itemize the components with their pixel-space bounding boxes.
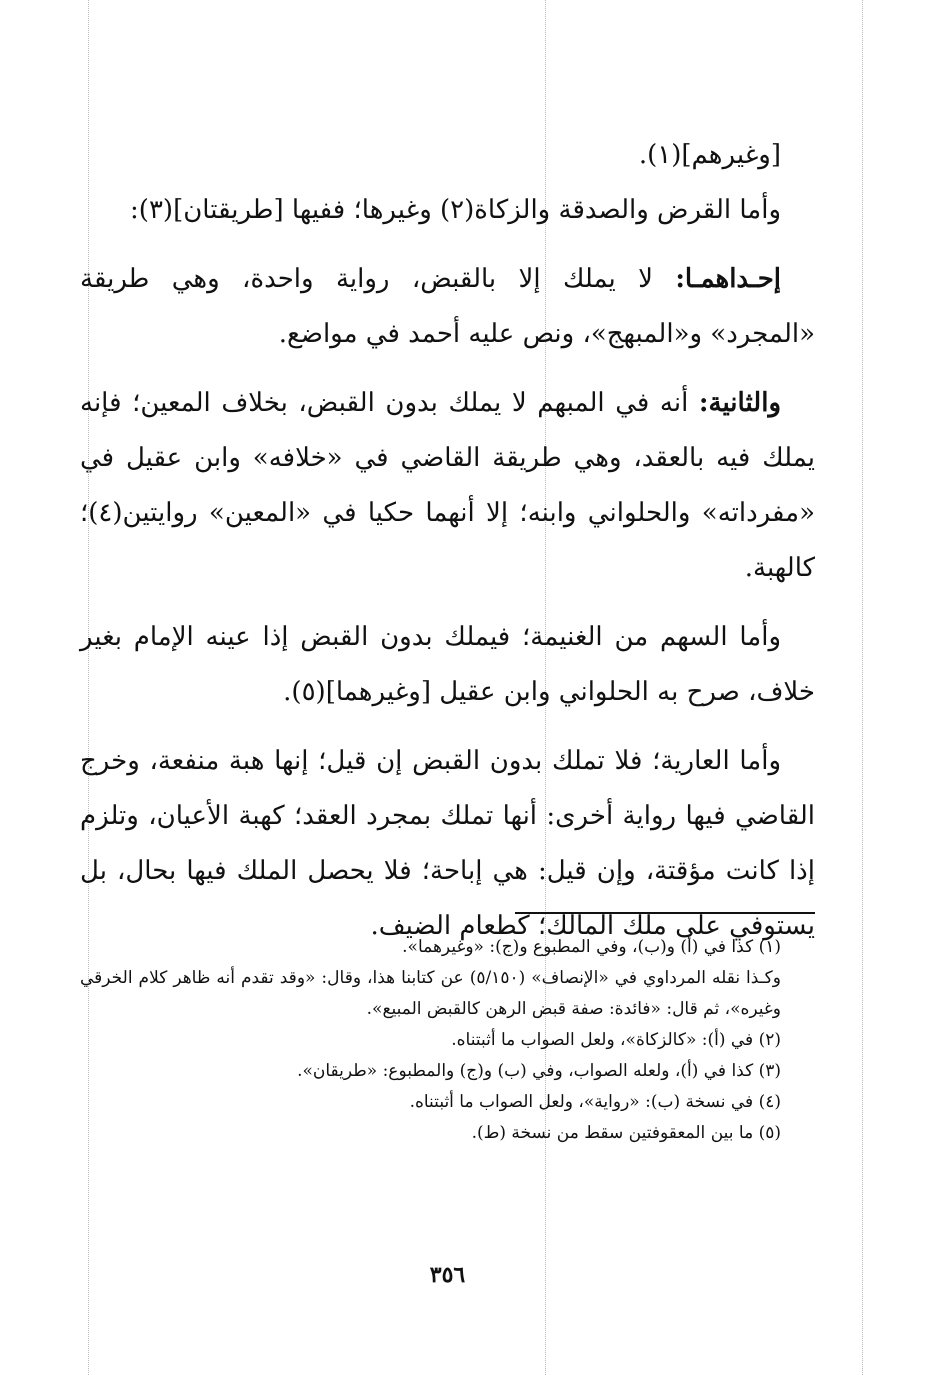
paragraph-4-text: أنه في المبهم لا يملك بدون القبض، بخلاف المعين؛ فإنه يملك فيه بالعقد، وهي طريقة القاضي في «خلافه» وابن عقيل في «مفرداته» والحلواني وابنه؛ إلا أنهما حكيا في «المعين» روايتين(٤)؛ كالهبة. [80, 388, 815, 583]
footnote-1-continuation: وكـذا نقله المرداوي في «الإنصاف» (٥/١٥٠) عن كتابنا هذا، وقال: «وقد تقدم أنه ظاهر كلام الخرقي وغيره»، ثم قال: «فائدة: صفة قبض الرهن كالقبض المبيع». [80, 968, 781, 1019]
paragraph-2 [80, 183, 815, 238]
paragraph-6-text: وأما العارية؛ فلا تملك بدون القبض إن قيل؛ إنها هبة منفعة، وخرج القاضي فيها رواية أخرى: أنها تملك بمجرد العقد؛ كهبة الأعيان، وتلزم إذا كانت مؤقتة، وإن قيل: هي إباحة؛ فلا يحصل الملك فيها بحال، بل يستوفي على ملك المالك؛ كطعام الضيف. [80, 746, 815, 941]
paragraph-6 [80, 734, 815, 954]
paragraph-1-text: [وغيرهم](١). [638, 140, 781, 170]
footnote-2: (٢) في (أ): «كالزكاة»، ولعل الصواب ما أثبتناه. [451, 1030, 781, 1050]
paragraph-3-lead: إحـداهمـا: [675, 264, 781, 294]
footnote-separator [515, 912, 815, 914]
footnotes [80, 932, 815, 1149]
page-number: ٣٥٦ [429, 1262, 466, 1288]
paragraph-2-text: وأما القرض والصدقة والزكاة(٢) وغيرها؛ ففيها [طريقتان](٣): [130, 195, 781, 225]
paragraph-4-lead: والثانية: [698, 388, 781, 418]
footnote-4: (٤) في نسخة (ب): «رواية»، ولعل الصواب ما أثبتناه. [409, 1092, 781, 1112]
paragraph-3 [80, 252, 815, 362]
margin-rule-right [862, 0, 863, 1375]
paragraph-5-text: وأما السهم من الغنيمة؛ فيملك بدون القبض إذا عينه الإمام بغير خلاف، صرح به الحلواني وابن عقيل [وغيرهما](٥). [80, 622, 815, 707]
paragraph-1 [80, 128, 815, 183]
book-page [80, 0, 815, 1375]
paragraph-3-text: لا يملك إلا بالقبض، رواية واحدة، وهي طريقة «المجرد» و«المبهج»، ونص عليه أحمد في مواضع. [80, 264, 815, 349]
footnote-3: (٣) كذا في (أ)، ولعله الصواب، وفي (ب) و(ج) والمطبوع: «طريقان». [297, 1061, 781, 1081]
footnote-1: (١) كذا في (أ) و(ب)، وفي المطبوع و(ج): «وغيرهما». [402, 937, 781, 957]
main-text [80, 128, 815, 954]
paragraph-5 [80, 610, 815, 720]
footnote-5: (٥) ما بين المعقوفتين سقط من نسخة (ط). [471, 1123, 781, 1143]
paragraph-4 [80, 376, 815, 596]
